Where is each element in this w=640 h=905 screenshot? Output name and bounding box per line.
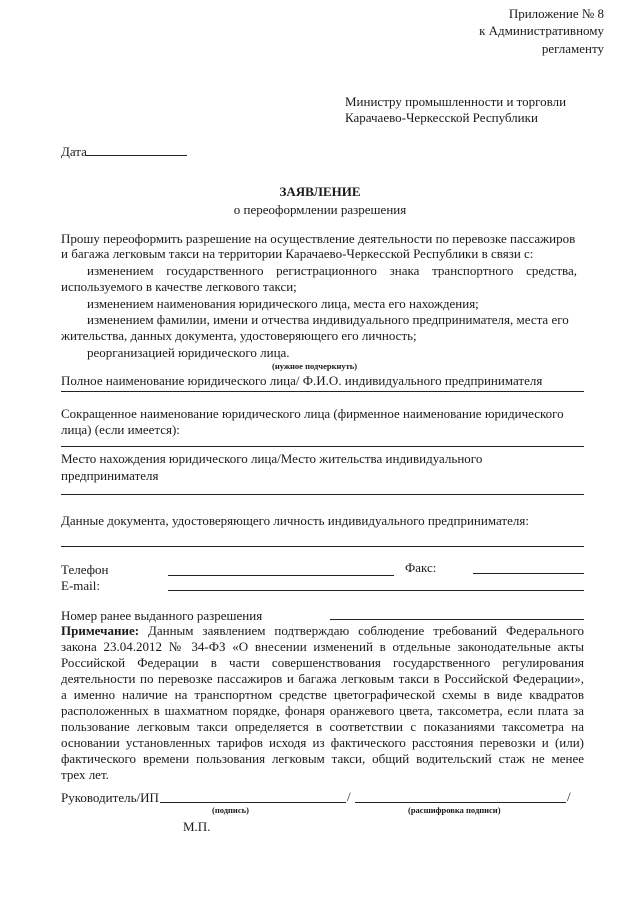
decode-field-line[interactable] bbox=[355, 802, 566, 803]
document-title: ЗАЯВЛЕНИЕ bbox=[279, 184, 361, 199]
signature-slash-1: / bbox=[347, 789, 351, 804]
option-1-line-1[interactable]: изменением государственного регистрационного знака транспортного средства, bbox=[87, 263, 577, 278]
note-line-3: Российской Федерации в части совершенствования государственного регулирования bbox=[61, 655, 584, 670]
option-2[interactable]: изменением наименования юридического лица, места его нахождения; bbox=[87, 296, 479, 311]
stamp-label: М.П. bbox=[183, 819, 211, 834]
full-name-field-line[interactable] bbox=[61, 391, 584, 392]
note-line-8: основании установленных тарифов исходя из фактического расстояния перевозки и (или) bbox=[61, 735, 584, 750]
addressee-line-2: Карачаево-Черкесской Республики bbox=[345, 110, 538, 125]
note-line-10: трех лет. bbox=[61, 767, 109, 782]
full-name-label: Полное наименование юридического лица/ Ф.И.О. индивидуального предпринимателя bbox=[61, 373, 543, 388]
id-document-field-line[interactable] bbox=[61, 546, 584, 547]
signature-slash-2: / bbox=[567, 789, 571, 804]
fax-label: Факс: bbox=[405, 560, 437, 575]
body-p1-line-2: и багажа легковым такси на территории Карачаево-Черкесской Республики в связи с: bbox=[61, 246, 534, 261]
date-label: Дата bbox=[61, 144, 87, 159]
appendix-line-3: регламенту bbox=[541, 41, 604, 56]
location-field-line[interactable] bbox=[61, 494, 584, 495]
id-document-label: Данные документа, удостоверяющего личность индивидуального предпринимателя: bbox=[61, 513, 529, 528]
note-line-6: расположенных в шахматном порядке, фонаря оранжевого цвета, таксометра, если плата за bbox=[61, 703, 584, 718]
location-label-line-1: Место нахождения юридического лица/Место жительства индивидуального bbox=[61, 451, 483, 466]
appendix-line-1: Приложение № 8 bbox=[508, 6, 604, 21]
short-name-field-line[interactable] bbox=[61, 446, 584, 447]
note-line-4: деятельности по перевозке пассажиров и багажа легковым такси в Российской Федерации», bbox=[61, 671, 584, 686]
email-label: E-mail: bbox=[61, 578, 100, 593]
email-field-line[interactable] bbox=[168, 590, 584, 591]
phone-field-line[interactable] bbox=[168, 575, 394, 576]
addressee-line-1: Министру промышленности и торговли bbox=[345, 94, 567, 109]
note-line-9: фактического времени пользования легковым такси, общий водительский стаж не менее bbox=[61, 751, 584, 766]
document-subtitle: о переоформлении разрешения bbox=[233, 202, 407, 217]
note-line-5: а именно наличие на транспортном средстве цветографической схемы в виде квадратов bbox=[61, 687, 584, 702]
appendix-line-2: к Административному bbox=[479, 23, 604, 38]
option-3-line-2[interactable]: жительства, данных документа, удостоверяющего его личность; bbox=[61, 328, 417, 343]
note-line-2: закона 23.04.2012 № 34-ФЗ «О внесении изменений в отдельные законодательные акты bbox=[61, 639, 584, 654]
signature-hint: (подпись) bbox=[212, 805, 249, 815]
note-label: Примечание: bbox=[61, 623, 140, 638]
body-p1-line-1: Прошу переоформить разрешение на осуществление деятельности по перевозке пассажиров bbox=[61, 231, 576, 246]
option-1-line-2[interactable]: используемого в качестве легкового такси; bbox=[61, 279, 297, 294]
signature-field-line[interactable] bbox=[160, 802, 346, 803]
short-name-label-line-2: лица) (если имеется): bbox=[61, 422, 180, 437]
prev-permit-label: Номер ранее выданного разрешения bbox=[61, 608, 263, 623]
option-3-line-1[interactable]: изменением фамилии, имени и отчества индивидуального предпринимателя, места его bbox=[87, 312, 569, 327]
prev-permit-field-line[interactable] bbox=[330, 619, 584, 620]
note-line-7: пользование легковым такси определяется в соответствии с показаниями таксометра на bbox=[61, 719, 584, 734]
location-label-line-2: предпринимателя bbox=[61, 468, 159, 483]
underline-hint: (нужное подчеркнуть) bbox=[272, 361, 358, 371]
option-4[interactable]: реорганизацией юридического лица. bbox=[87, 345, 290, 360]
phone-label: Телефон bbox=[61, 562, 109, 577]
fax-field-line[interactable] bbox=[473, 573, 584, 574]
date-field-line[interactable] bbox=[86, 155, 187, 156]
short-name-label-line-1: Сокращенное наименование юридического лица (фирменное наименование юридического bbox=[61, 406, 564, 421]
decode-hint: (расшифровка подписи) bbox=[408, 805, 501, 815]
signature-label: Руководитель/ИП bbox=[61, 790, 159, 805]
note-line-1-text: Данным заявлением подтверждаю соблюдение требований Федерального bbox=[147, 623, 584, 638]
note-line-1 bbox=[61, 623, 584, 638]
